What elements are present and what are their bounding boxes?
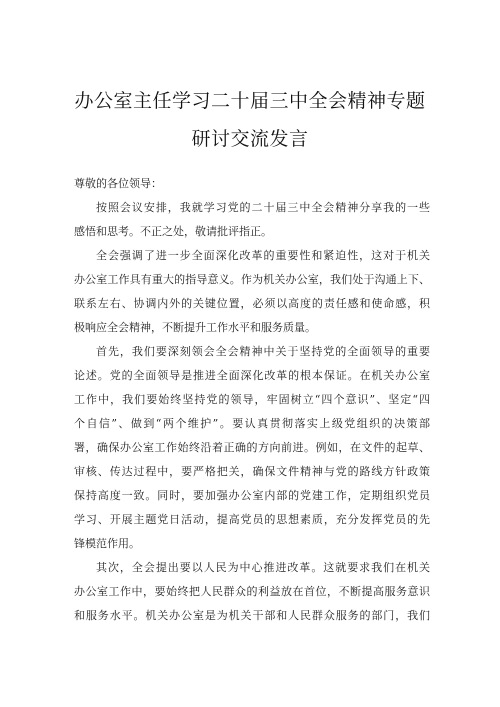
paragraph-3 (74, 340, 430, 556)
paragraph-line: 办公室工作具有重大的指导意义。作为机关办公室，我们处于沟通上下、 (74, 273, 430, 286)
paragraph-line: 联系左右、协调内外的关键位置，必须以高度的责任感和使命感，积 (74, 297, 430, 310)
document-title-line-2: 研讨交流发言 (191, 128, 309, 150)
paragraph-line: 感悟和思考。不正之处，敬请批评指正。 (74, 225, 272, 238)
paragraph-4 (74, 556, 430, 628)
paragraph-line: 其次，全会提出要以人民为中心推进改革。这就要求我们在机关 (96, 561, 430, 574)
salutation: 尊敬的各位领导： (74, 177, 162, 190)
paragraph-line: 首先，我们要深刻领会全会精神中关于坚持党的全面领导的重要 (96, 345, 430, 358)
document-title-line-1: 办公室主任学习二十届三中全会精神专题 (74, 90, 426, 112)
paragraph-1 (74, 196, 430, 244)
paragraph-line: 办公室工作中，要始终把人民群众的利益放在首位，不断提高服务意识 (74, 585, 430, 598)
paragraph-line: 和服务水平。机关办公室是为机关干部和人民群众服务的部门，我们 (74, 609, 430, 622)
paragraph-line: 按照会议安排，我就学习党的二十届三中全会精神分享我的一些 (96, 201, 430, 214)
document-body (74, 172, 430, 628)
paragraph-2 (74, 244, 430, 340)
paragraph-line: 工作中，我们要始终坚持党的领导，牢固树立“四个意识”、坚定“四 (74, 393, 430, 406)
paragraph-line: 锋模范作用。 (74, 537, 140, 550)
paragraph-line: 论述。党的全面领导是推进全面深化改革的根本保证。在机关办公室 (74, 369, 430, 382)
paragraph-line: 全会强调了进一步全面深化改革的重要性和紧迫性，这对于机关 (96, 249, 430, 262)
paragraph-line: 署，确保办公室工作始终沿着正确的方向前进。例如，在文件的起草、 (74, 441, 430, 454)
paragraph-line: 极响应全会精神，不断提升工作水平和服务质量。 (74, 321, 316, 334)
paragraph-line: 保持高度一致。同时，要加强办公室内部的党建工作，定期组织党员 (74, 489, 430, 502)
paragraph-line: 个自信”、做到“两个维护”。要认真贯彻落实上级党组织的决策部 (74, 417, 430, 430)
paragraph-line: 审核、传达过程中，要严格把关，确保文件精神与党的路线方针政策 (74, 465, 430, 478)
paragraph-line: 学习、开展主题党日活动，提高党员的思想素质，充分发挥党员的先 (74, 513, 430, 526)
